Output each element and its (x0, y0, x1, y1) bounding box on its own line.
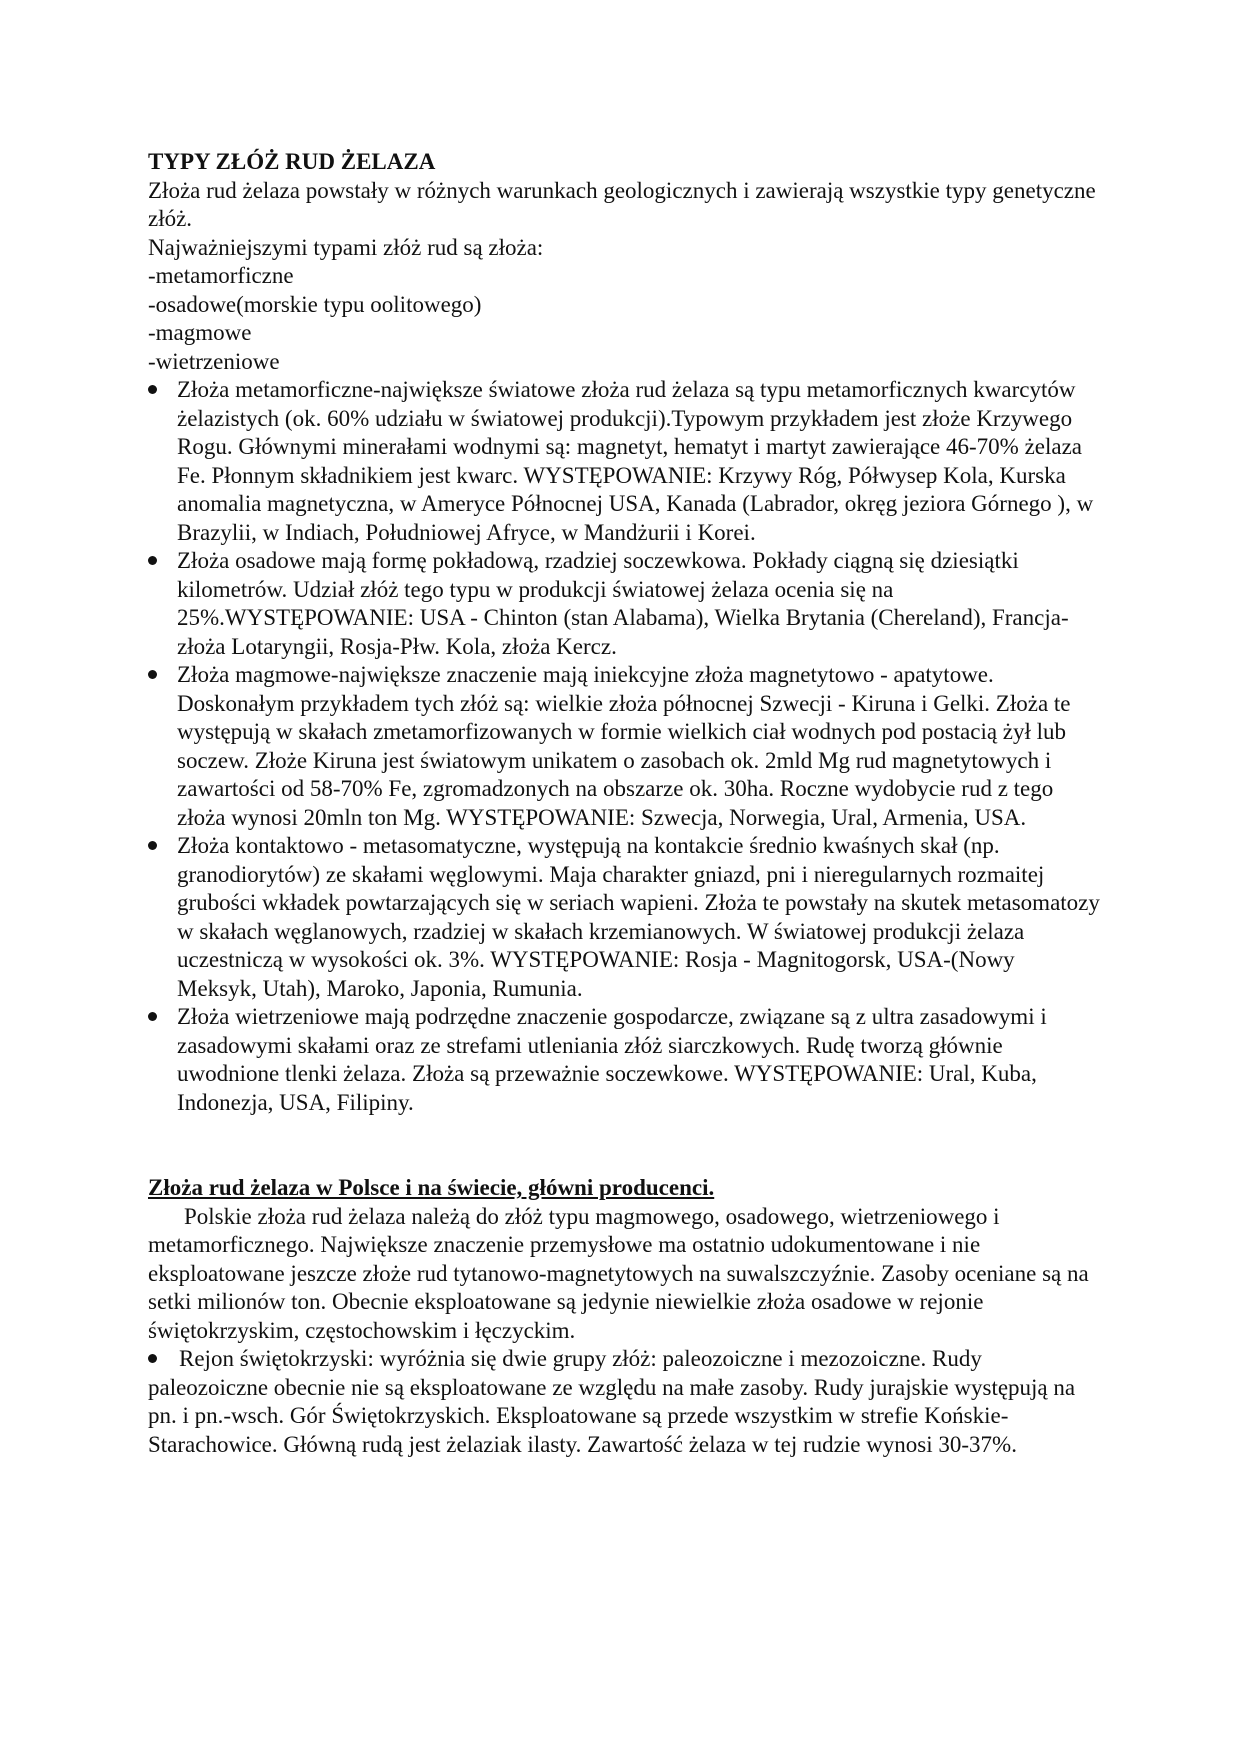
section-spacer (148, 1117, 1100, 1174)
bullet-icon (148, 1012, 157, 1021)
bullet-icon (148, 1354, 157, 1363)
list-item (148, 376, 1100, 547)
type-item: -metamorficzne (148, 263, 294, 288)
bullet-icon (148, 841, 157, 850)
intro-paragraph: Złoża rud żelaza powstały w różnych warunkach geologicznych i zawierają wszystkie typy genetyczne złóż. (148, 177, 1096, 231)
type-item: -wietrzeniowe (148, 348, 280, 374)
list-item-text: Złoża magmowe-największe znaczenie mają iniekcyjne złoża magnetytowo - apatytowe. Doskonałym przykładem tych złóż są: wielkie złoża północnej Szwecji - Kiruna i Gelki. Złoża te występują w skałach zmetamorfizowanych w formie wielkich ciał wodnych pod postacią żył lub soczew. Złoże Kiruna jest światowym unikatem o zasobach ok. 2mld Mg rud magnetytowych i zawartości od 58-70% Fe, zgromadzonych na obszarze ok. 30ha. Roczne wydobycie rud z tego złoża wynosi 20mln ton Mg. WYSTĘPOWANIE: Szwecja, Norwegia, Ural, Armenia, USA. (177, 662, 1071, 830)
deposit-types-list (148, 376, 1100, 1117)
list-item-text: Złoża osadowe mają formę pokładową, rzadziej soczewkowa. Pokłady ciągną się dziesiątki kilometrów. Udział złóż tego typu w produkcji światowej żelaza ocenia się na 25%.WYSTĘPOWANIE: USA - Chinton (stan Alabama), Wielka Brytania (Chereland), Francja-złoża Lotaryngii, Rosja-Płw. Kola, złoża Kercz. (177, 548, 1069, 659)
region-bullet-text: Rejon świętokrzyski: wyróżnia się dwie grupy złóż: paleozoiczne i mezozoiczne. Rudy paleozoiczne obecnie nie są eksploatowane ze względu na małe zasoby. Rudy jurajskie występują na pn. i pn.-wsch. Gór Świętokrzyskich. Eksploatowane są przede wszystkim w strefie Końskie-Starachowice. Główną rudą jest żelaziak ilasty. Zawartość żelaza w tej rudzie wynosi 30-37%. (148, 1346, 1076, 1457)
document-page (148, 148, 1100, 1459)
document-title: TYPY ZŁÓŻ RUD ŻELAZA (148, 149, 436, 174)
bullet-icon (148, 670, 157, 679)
list-item-text: Złoża metamorficzne-największe światowe złoża rud żelaza są typu metamorficznych kwarcytów żelazistych (ok. 60% udziału w światowej produkcji).Typowym przykładem jest złoże Krzywego Rogu. Głównymi minerałami wodnymi są: magnetyt, hematyt i martyt zawierające 46-70% żelaza Fe. Płonnym składnikiem jest kwarc. WYSTĘPOWANIE: Krzywy Róg, Półwysep Kola, Kurska anomalia magnetyczna, w Ameryce Północnej USA, Kanada (Labrador, okręg jeziora Górnego ), w Brazylii, w Indiach, Południowej Afryce, w Mandżurii i Korei. (177, 377, 1094, 545)
section-heading: Złoża rud żelaza w Polsce i na świecie, główni producenci. (148, 1175, 715, 1200)
types-intro: Najważniejszymi typami złóż rud są złoża: (148, 234, 544, 260)
section-paragraph: Polskie złoża rud żelaza należą do złóż typu magmowego, osadowego, wietrzeniowego i metamorficznego. Największe znaczenie przemysłowe ma ostatnio udokumentowane i nie eksploatowane jeszcze złoże rud tytanowo-magnetytowych na suwalszczyźnie. Zasoby oceniane są na setki milionów ton. Obecnie eksploatowane są jedynie niewielkie złoża osadowe w rejonie świętokrzyskim, częstochowskim i łęczyckim. (148, 1203, 1089, 1343)
list-item (148, 1003, 1100, 1117)
bullet-icon (148, 385, 157, 394)
list-item (148, 547, 1100, 661)
region-bullet (148, 1345, 1100, 1459)
list-item (148, 661, 1100, 832)
list-item-text: Złoża kontaktowo - metasomatyczne, występują na kontakcie średnio kwaśnych skał (np. granodiorytów) ze skałami węglowymi. Maja charakter gniazd, pni i nieregularnych rozmaitej grubości wkładek powtarzających się w seriach wapieni. Złoża te powstały na skutek metasomatozy w skałach węglanowych, rzadziej w skałach krzemianowych. W światowej produkcji żelaza uczestniczą w wysokości ok. 3%. WYSTĘPOWANIE: Rosja - Magnitogorsk, USA-(Nowy Meksyk, Utah), Maroko, Japonia, Rumunia. (177, 833, 1100, 1001)
bullet-icon (148, 556, 157, 565)
list-item-text: Złoża wietrzeniowe mają podrzędne znaczenie gospodarcze, związane są z ultra zasadowymi i zasadowymi skałami oraz ze strefami utleniania złóż siarczkowych. Rudę tworzą głównie uwodnione tlenki żelaza. Złoża są przeważnie soczewkowe. WYSTĘPOWANIE: Ural, Kuba, Indonezja, USA, Filipiny. (177, 1004, 1047, 1115)
list-item (148, 832, 1100, 1003)
type-item: -osadowe(morskie typu oolitowego) (148, 291, 482, 317)
type-item: -magmowe (148, 320, 252, 345)
